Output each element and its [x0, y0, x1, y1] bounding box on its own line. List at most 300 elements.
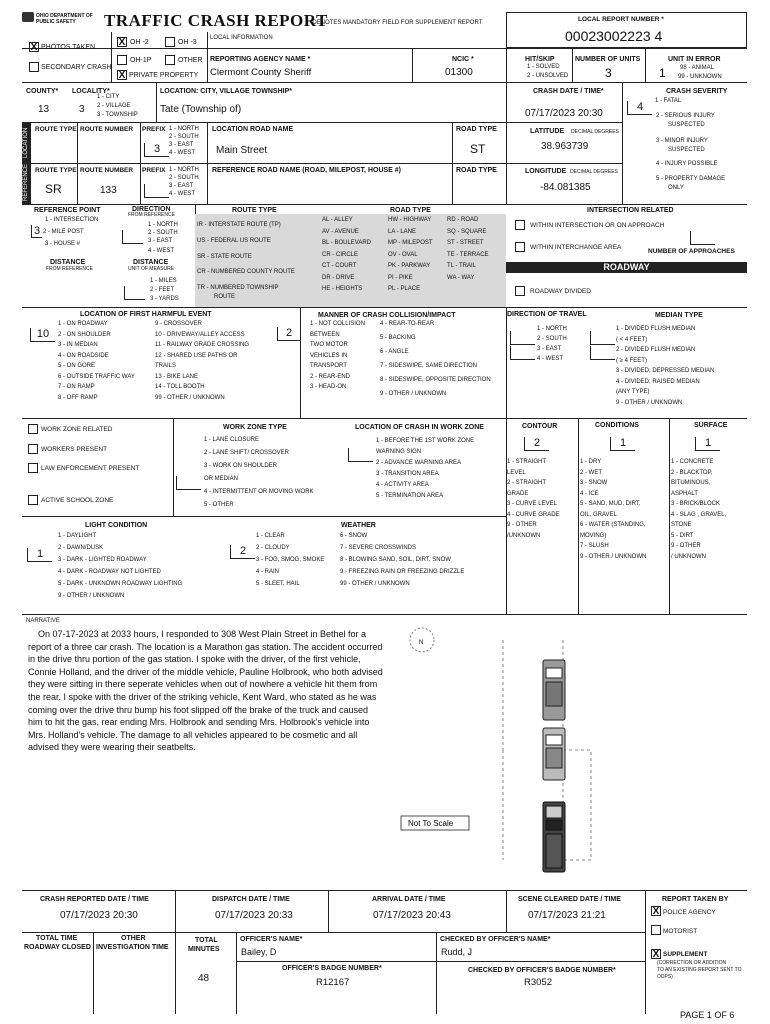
- latitude-degrees-note: DECIMAL DEGREES: [571, 129, 619, 135]
- contour-option-5: 3 - CURVE LEVEL: [507, 501, 557, 507]
- crash-diagram: [395, 620, 745, 890]
- work-zone-location-value: [348, 448, 373, 462]
- direction-travel-label: DIRECTION OF TRAVEL: [507, 311, 587, 318]
- ref-prefix-north: 1 - NORTH: [169, 167, 199, 173]
- photos-taken-label: PHOTOS TAKEN: [41, 44, 96, 51]
- condition-option-2: 2 - WET: [580, 469, 602, 476]
- reference-point-label: REFERENCE POINT: [34, 207, 101, 214]
- median-option-6: 4 - DIVIDED, RAISED MEDIAN: [616, 378, 700, 385]
- local-report-number-label: LOCAL REPORT NUMBER *: [578, 16, 664, 23]
- rule: [669, 418, 670, 614]
- first-harmful-option-b-1: 9 - CROSSOVER: [155, 321, 203, 327]
- direction-travel-option-4: 4 - WEST: [537, 356, 564, 362]
- police-agency-label: POLICE AGENCY: [663, 909, 716, 916]
- condition-option-10: 9 - OTHER / UNKNOWN: [580, 553, 647, 560]
- rule: [22, 890, 747, 891]
- ncic-value: 01300: [445, 67, 473, 78]
- work-zone-type-value: [176, 476, 201, 490]
- total-minutes-label-1: TOTAL: [195, 937, 218, 944]
- manner-option-b-1: 4 - REAR-TO-REAR: [380, 321, 435, 327]
- approaches-value: [690, 231, 715, 245]
- median-value-2: [590, 346, 615, 360]
- checked-badge-value: R3052: [524, 977, 552, 988]
- contour-label: CONTOUR: [522, 423, 558, 430]
- rule: [572, 48, 573, 82]
- first-harmful-option-b-2: 10 - DRIVEWAY/ALLEY ACCESS: [155, 331, 245, 338]
- other-time-label-1: OTHER: [121, 935, 146, 942]
- road-type-option-4-2: TL - TRAIL: [447, 263, 477, 269]
- secondary-crash-checkbox[interactable]: [29, 62, 39, 72]
- vehicle-3-icon: [543, 802, 565, 872]
- location-label: LOCATION: CITY, VILLAGE TOWNSHIP*: [160, 88, 292, 95]
- oh1p-label: OH-1P: [130, 57, 152, 64]
- distance-unit-sub: UNIT OF MEASURE: [128, 266, 175, 272]
- median-option-4: ( ≥ 4 FEET): [616, 357, 647, 364]
- road-type-option-3-0: CR - CIRCLE: [322, 251, 359, 258]
- first-harmful-option-5: 5 - ON GORE: [58, 363, 96, 369]
- work-zone-type-label: WORK ZONE TYPE: [223, 424, 287, 431]
- private-property-checkbox[interactable]: X: [118, 70, 126, 81]
- manner-option-5: TRANSPORT: [310, 363, 347, 369]
- scene-cleared-value: 07/17/2023 21:21: [528, 910, 606, 921]
- road-type-option-5-0: DR - DRIVE: [322, 274, 355, 281]
- first-harmful-value: 10: [30, 328, 55, 342]
- surface-option-9: 9 - OTHER: [671, 543, 701, 549]
- hit-skip-2: 2 - UNSOLVED: [527, 73, 569, 79]
- number-of-units-value: 3: [605, 66, 612, 80]
- weather-option-4: 4 - RAIN: [256, 569, 280, 575]
- unit-98: 98 - ANIMAL: [680, 65, 715, 71]
- light-option-1: 1 - DAYLIGHT: [58, 533, 97, 539]
- first-harmful-option-b-3: 11 - RAILWAY GRADE CROSSING: [155, 342, 250, 348]
- local-report-number: 00023002223 4: [565, 28, 663, 44]
- weather-option-b-3: 8 - BLOWING SAND, SOIL, DIRT, SNOW: [340, 557, 451, 563]
- work-zone-type-option-4: OR MEDIAN: [204, 476, 239, 482]
- direction-travel-value-2: [510, 346, 535, 360]
- reference-point-2: 2 - MILE POST: [43, 229, 84, 235]
- distance-miles: 1 - MILES: [150, 278, 177, 284]
- condition-option-3: 3 - SNOW: [580, 480, 608, 486]
- first-harmful-option-6: 6 - OUTSIDE TRAFFIC WAY: [58, 373, 135, 380]
- reference-road-label: REFERENCE ROAD NAME (ROAD, MILEPOST, HOUSE #): [212, 167, 402, 174]
- distance-sub: FROM REFERENCE: [46, 266, 93, 272]
- road-type-option-4-1: PK - PARKWAY: [388, 263, 431, 269]
- weather-label: WEATHER: [341, 522, 376, 529]
- police-agency-checkbox[interactable]: X: [652, 906, 660, 917]
- page-number: PAGE 1 OF 6: [680, 1010, 735, 1020]
- rule: [22, 932, 645, 933]
- crash-severity-label: CRASH SEVERITY: [666, 88, 728, 95]
- direction-travel-option-3: 3 - EAST: [537, 346, 562, 352]
- hit-skip-1: 1 - SOLVED: [527, 64, 560, 70]
- road-type-option-6-0: HE - HEIGHTS: [322, 286, 363, 292]
- motorist-label: MOTORIST: [663, 928, 698, 935]
- road-type-option-1-1: LA - LANE: [388, 228, 417, 235]
- condition-option-9: 7 - SLUSH: [580, 543, 609, 549]
- supplement-note-2: TO AN EXISTING REPORT SENT TO: [657, 967, 742, 973]
- condition-option-6: OIL, GRAVEL: [580, 511, 617, 518]
- rule: [506, 48, 507, 82]
- rule: [22, 614, 747, 615]
- rule: [22, 48, 747, 49]
- work-zone-type-option-1: 1 - LANE CLOSURE: [204, 437, 260, 443]
- prefix-east: 3 - EAST: [169, 142, 194, 148]
- work-zone-location-option-2: WARNING SIGN: [376, 449, 422, 455]
- ref-prefix-east: 3 - EAST: [169, 183, 194, 189]
- road-type-option-0-1: HW - HIGHWAY: [388, 217, 432, 223]
- mandatory-note: *DENOTES MANDATORY FIELD FOR SUPPLEMENT REPORT: [310, 20, 483, 26]
- median-option-8: 9 - OTHER / UNKNOWN: [616, 399, 683, 406]
- first-harmful-option-7: 7 - ON RAMP: [58, 384, 95, 390]
- oh2-checkbox[interactable]: X: [118, 37, 126, 48]
- crash-reported-label: CRASH REPORTED DATE / TIME: [40, 896, 149, 903]
- contour-option-2: LEVEL: [507, 469, 526, 476]
- light-condition-label: LIGHT CONDITION: [85, 522, 148, 529]
- county-value: 13: [38, 104, 50, 115]
- reference-point-value: 3: [31, 225, 42, 238]
- weather-option-b-4: 9 - FREEZING RAIN OR FREEZING DRIZZLE: [340, 569, 465, 575]
- rule: [412, 48, 413, 82]
- weather-option-5: 5 - SLEET, HAIL: [256, 581, 300, 587]
- rule: [156, 82, 157, 122]
- median-option-7: (ANY TYPE): [616, 389, 650, 395]
- rule: [300, 307, 301, 418]
- locality-city: 1 - CITY: [97, 94, 120, 100]
- rule: [207, 32, 208, 82]
- narrative-label: NARRATIVE: [26, 618, 60, 624]
- crash-reported-value: 07/17/2023 20:30: [60, 910, 138, 921]
- weather-option-b-1: 6 - SNOW: [340, 533, 368, 539]
- severity-3: 3 - MINOR INJURY: [656, 138, 708, 144]
- work-zone-type-option-3: 3 - WORK ON SHOULDER: [204, 463, 278, 469]
- rule: [506, 82, 507, 204]
- condition-option-5: 5 - SAND, MUD, DIRT,: [580, 501, 641, 507]
- longitude-degrees-note: DECIMAL DEGREES: [570, 169, 618, 175]
- approaches-label: NUMBER OF APPROACHES: [648, 248, 735, 255]
- work-zone-type-option-5: 4 - INTERMITTENT OR MOVING WORK: [204, 489, 314, 495]
- ref-prefix-label: PREFIX: [142, 167, 166, 174]
- direction-from-reference: FROM REFERENCE: [128, 212, 175, 218]
- ref-route-type-value: SR: [45, 182, 62, 196]
- work-zone-location-option-6: 5 - TERMINATION AREA: [376, 493, 444, 499]
- surface-option-2: 2 - BLACKTOP,: [671, 469, 713, 476]
- first-harmful-option-b-6: 13 - BIKE LANE: [155, 373, 199, 380]
- total-time-label-2: ROADWAY CLOSED: [24, 944, 91, 951]
- agency-logo-text: OHIO DEPARTMENT OF PUBLIC SAFETY: [36, 13, 93, 25]
- road-type-label: ROAD TYPE: [456, 126, 497, 133]
- vehicle-2-icon: [543, 728, 565, 780]
- light-condition-value: 1: [27, 548, 52, 562]
- severity-2b: SUSPECTED: [668, 122, 705, 128]
- direction-4: 4 - WEST: [148, 248, 175, 254]
- ref-prefix-south: 2 - SOUTH: [169, 175, 199, 181]
- weather-option-b-2: 7 - SEVERE CROSSWINDS: [340, 545, 417, 551]
- manner-option-b-5: 8 - SIDESWIPE, OPPOSITE DIRECTION: [380, 377, 491, 383]
- rule: [236, 961, 645, 962]
- narrative-text: On 07-17-2023 at 2033 hours, I responded to 308 West Plain Street in Bethel for a report of a three car crash. The location is a Marathon gas station. The accident occurred in the drive thru portion of the gas station. I spoke with the driver, of the first vehicle, Connie Holland, and the driver of the middle vehicle, Pauline Holbrook, who both advised they were sitting in there seperate vehicles when out of nowhere a vehicle hit them from the rear. I spoke with the driver of the striking vehicle, Kent Ward, who stated as he was coming over the drive thru bump his foot slipped off the brake of the truck and caused him to hit the gas, rear ending Mrs. Holbrook and sending Mrs. Holbrook's vehicle into Mrs. Holland's vehicle. The damage to all vehicles appeared to be cosmetic and all advised they were wearing their seatbelts.: [28, 629, 383, 753]
- prefix-south: 2 - SOUTH: [169, 134, 199, 140]
- other-label: OTHER: [178, 57, 203, 64]
- reporting-agency-value: Clermont County Sheriff: [210, 67, 312, 78]
- route-type-sr: SR - STATE ROUTE: [197, 254, 252, 260]
- dispatch-label: DISPATCH DATE / TIME: [212, 896, 290, 903]
- number-of-units-label: NUMBER OF UNITS: [575, 56, 641, 63]
- median-label: MEDIAN TYPE: [655, 312, 703, 319]
- work-zone-location-option-5: 4 - ACTIVITY AREA: [376, 482, 429, 488]
- weather-option-b-5: 99 - OTHER / UNKNOWN: [340, 581, 410, 587]
- rule: [22, 204, 747, 205]
- severity-5b: ONLY: [668, 185, 684, 191]
- report-taken-label: REPORT TAKEN BY: [662, 896, 729, 903]
- north-letter: N: [419, 640, 424, 646]
- conditions-label: CONDITIONS: [595, 422, 639, 429]
- unit-in-error-value: 1: [659, 66, 666, 80]
- weather-option-2: 2 - CLOUDY: [256, 545, 290, 551]
- distance-label: DISTANCE: [50, 259, 86, 266]
- photos-taken-checkbox[interactable]: X: [30, 42, 38, 53]
- direction-travel-value-1: [510, 331, 535, 345]
- direction-travel-option-1: 1 - NORTH: [537, 326, 567, 332]
- route-type-cr: CR - NUMBERED COUNTY ROUTE: [197, 269, 295, 275]
- rule: [175, 932, 176, 1014]
- manner-option-7: 3 - HEAD-ON: [310, 384, 347, 390]
- locality-village: 2 - VILLAGE: [97, 103, 131, 109]
- route-type-label: ROUTE TYPE: [35, 126, 77, 133]
- road-type-option-2-1: MP - MILEPOST: [388, 240, 433, 246]
- rule: [175, 890, 176, 932]
- ref-route-number-label: ROUTE NUMBER: [80, 167, 134, 174]
- first-harmful-label: LOCATION OF FIRST HARMFUL EVENT: [80, 311, 212, 318]
- surface-option-1: 1 - CONCRETE: [671, 459, 714, 465]
- ref-prefix-value: [144, 184, 169, 198]
- within-intersection-label: WITHIN INTERSECTION OR ON APPROACH: [530, 222, 665, 229]
- total-time-label-1: TOTAL TIME: [36, 935, 78, 942]
- first-harmful-option-2: 2 - ON SHOULDER: [58, 331, 111, 338]
- oh1p-checkbox[interactable]: [117, 55, 127, 65]
- active-school-zone-label: ACTIVE SCHOOL ZONE: [41, 497, 114, 504]
- hit-skip-label: HIT/SKIP: [525, 56, 555, 63]
- manner-label: MANNER OF CRASH COLLISION/IMPACT: [318, 312, 456, 319]
- route-type-tr2: ROUTE: [214, 294, 235, 300]
- roadway-divided-label: ROADWAY DIVIDED: [530, 288, 591, 295]
- law-enforcement-present-label: LAW ENFORCEMENT PRESENT: [41, 465, 140, 472]
- direction-value: [122, 230, 143, 244]
- light-option-3: 3 - DARK - LIGHTED ROADWAY: [58, 557, 147, 563]
- locality-label: LOCALITY*: [72, 88, 110, 95]
- light-option-5: 5 - DARK - UNKNOWN ROADWAY LIGHTING: [58, 581, 183, 587]
- rule: [328, 890, 329, 932]
- crash-severity-value: 4: [627, 101, 652, 115]
- route-type-us: US - FEDERAL US ROUTE: [197, 238, 271, 244]
- supplement-note-3: ODPS): [657, 974, 673, 980]
- surface-option-8: 5 - DIRT: [671, 532, 694, 539]
- route-type-header: ROUTE TYPE: [232, 207, 277, 214]
- roadway-banner: ROADWAY: [506, 262, 747, 273]
- motorist-checkbox[interactable]: [651, 925, 661, 935]
- rule: [236, 932, 237, 1014]
- manner-option-b-4: 7 - SIDESWIPE, SAME DIRECTION: [380, 363, 478, 369]
- road-type-option-4-0: CT - COURT: [322, 263, 357, 269]
- road-type-option-5-1: PI - PIKE: [388, 274, 413, 281]
- badge-label: OFFICER'S BADGE NUMBER*: [282, 965, 382, 972]
- first-harmful-option-b-4: 12 - SHARED USE PATHS OR: [155, 352, 238, 359]
- direction-3: 3 - EAST: [148, 238, 173, 244]
- median-option-2: ( < 4 FEET): [616, 336, 648, 343]
- county-label: COUNTY*: [26, 88, 59, 95]
- within-interchange-checkbox[interactable]: [515, 242, 525, 252]
- direction-label: DIRECTION: [132, 206, 171, 213]
- latitude-value: 38.963739: [541, 141, 589, 152]
- intersection-related-label: INTERSECTION RELATED: [587, 207, 674, 214]
- location-value: Tate (Township of): [160, 104, 242, 115]
- road-type-option-3-2: TE - TERRACE: [447, 251, 489, 258]
- other-checkbox[interactable]: [165, 55, 175, 65]
- first-harmful-option-b-7: 14 - TOLL BOOTH: [155, 384, 205, 390]
- arrival-label: ARRIVAL DATE / TIME: [372, 896, 446, 903]
- not-to-scale-label: Not To Scale: [408, 819, 454, 828]
- surface-option-7: STONE: [671, 522, 692, 528]
- road-type-option-6-1: PL - PLACE: [388, 286, 421, 292]
- rule: [506, 122, 622, 123]
- manner-option-b-6: 9 - OTHER / UNKNOWN: [380, 391, 447, 397]
- contour-option-1: 1 - STRAIGHT: [507, 459, 547, 465]
- conditions-value: 1: [610, 437, 635, 451]
- total-minutes-value: 48: [198, 973, 210, 984]
- first-harmful-option-1: 1 - ON ROADWAY: [58, 321, 108, 327]
- distance-unit-label: DISTANCE: [133, 259, 169, 266]
- rule: [645, 890, 646, 1014]
- checked-by-value: Rudd, J: [441, 947, 473, 957]
- condition-option-7: 6 - WATER (STANDING,: [580, 522, 646, 528]
- road-type-option-3-1: OV - OVAL: [388, 251, 418, 258]
- surface-value: 1: [695, 437, 720, 451]
- manner-option-4: VEHICLES IN: [310, 352, 348, 359]
- severity-4: 4 - INJURY POSSIBLE: [656, 161, 718, 167]
- contour-option-4: GRADE: [507, 490, 529, 497]
- condition-option-8: MOVING): [580, 532, 607, 539]
- manner-option-6: 2 - REAR-END: [310, 373, 351, 380]
- supplement-label: SUPPLEMENT: [663, 951, 708, 958]
- oh2-label: OH -2: [130, 39, 149, 46]
- first-harmful-option-b-5: TRAILS: [155, 363, 177, 369]
- location-side-label: LOCATION: [23, 127, 29, 158]
- oh3-checkbox[interactable]: [165, 37, 175, 47]
- longitude-label: LONGITUDE: [525, 168, 567, 175]
- prefix-north: 1 - NORTH: [169, 126, 199, 132]
- contour-option-6: 4 - CURVE GRADE: [507, 511, 560, 518]
- reference-side-label: REFERENCE: [23, 163, 29, 201]
- workers-present-label: WORKERS PRESENT: [41, 446, 108, 453]
- median-option-3: 2 - DIVIDED FLUSH MEDIAN: [616, 347, 696, 353]
- rule: [506, 890, 507, 932]
- rule: [93, 932, 94, 1014]
- rule: [506, 307, 507, 418]
- checked-by-label: CHECKED BY OFFICER'S NAME*: [440, 936, 551, 943]
- work-zone-type-option-6: 5 - OTHER: [204, 502, 234, 508]
- route-type-ir: IR - INTERSTATE ROUTE (TP): [197, 222, 281, 228]
- condition-option-1: 1 - DRY: [580, 459, 602, 465]
- oh3-label: OH -3: [178, 39, 197, 46]
- work-zone-related-checkbox[interactable]: [28, 424, 38, 434]
- contour-option-7: 9 - OTHER: [507, 522, 537, 528]
- light-option-2: 2 - DAWN/DUSK: [58, 545, 104, 551]
- prefix-west: 4 - WEST: [169, 150, 196, 156]
- weather-option-3: 3 - FOG, SMOG, SMOKE: [256, 557, 325, 563]
- weather-value: 2: [230, 545, 255, 559]
- unit-99: 99 - UNKNOWN: [678, 74, 722, 80]
- reporting-agency-label: REPORTING AGENCY NAME *: [210, 56, 311, 63]
- manner-option-b-3: 6 - ANGLE: [380, 349, 409, 355]
- checked-badge-label: CHECKED BY OFFICER'S BADGE NUMBER*: [468, 967, 616, 974]
- median-value-1: [590, 331, 615, 345]
- rule: [22, 418, 747, 419]
- road-type-header: ROAD TYPE: [390, 207, 431, 214]
- report-title: TRAFFIC CRASH REPORT: [104, 11, 328, 30]
- severity-5: 5 - PROPERTY DAMAGE: [656, 176, 726, 182]
- surface-option-6: 4 - SLAG , GRAVEL,: [671, 511, 727, 518]
- rule: [22, 307, 747, 308]
- roadway-divided-checkbox[interactable]: [515, 286, 525, 296]
- location-road-label: LOCATION ROAD NAME: [212, 126, 294, 133]
- active-school-zone-checkbox[interactable]: [28, 495, 38, 505]
- rule: [111, 32, 112, 82]
- work-zone-location-option-3: 2 - ADVANCE WARNING AREA: [376, 460, 462, 466]
- first-harmful-option-4: 4 - ON ROADSIDE: [58, 352, 109, 359]
- road-type-value: ST: [470, 142, 486, 156]
- supplement-checkbox[interactable]: X: [652, 949, 660, 960]
- route-number-label: ROUTE NUMBER: [80, 126, 134, 133]
- first-harmful-option-b-8: 99 - OTHER / UNKNOWN: [155, 394, 225, 401]
- manner-option-1: 1 - NOT COLLISION: [310, 321, 365, 327]
- rule: [22, 516, 506, 517]
- contour-option-8: /UNKNOWN: [507, 532, 541, 539]
- work-zone-location-label: LOCATION OF CRASH IN WORK ZONE: [355, 424, 484, 431]
- contour-value: 2: [524, 437, 549, 451]
- unit-in-error-label: UNIT IN ERROR: [668, 56, 721, 63]
- contour-option-3: 2 - STRAIGHT: [507, 480, 547, 486]
- vehicle-1-icon: [543, 660, 565, 720]
- road-type-option-0-0: AL - ALLEY: [322, 217, 353, 223]
- ref-route-type-label: ROUTE TYPE: [35, 167, 77, 174]
- ref-road-type-label: ROAD TYPE: [456, 167, 497, 174]
- locality-value: 3: [79, 104, 85, 115]
- distance-yards: 3 - YARDS: [150, 296, 179, 302]
- law-enforcement-present-checkbox[interactable]: [28, 463, 38, 473]
- direction-travel-option-2: 2 - SOUTH: [537, 336, 567, 342]
- odps-logo: [22, 12, 34, 22]
- work-zone-location-option-1: 1 - BEFORE THE 1ST WORK ZONE: [376, 438, 475, 444]
- reference-point-1: 1 - INTERSECTION: [45, 217, 99, 223]
- rule: [578, 418, 579, 614]
- crash-datetime-value: 07/17/2023 20:30: [525, 108, 603, 119]
- manner-option-b-2: 5 - BACKING: [380, 335, 416, 341]
- work-zone-related-label: WORK ZONE RELATED: [41, 426, 113, 433]
- building: [563, 750, 591, 860]
- severity-3b: SUSPECTED: [668, 147, 705, 153]
- workers-present-checkbox[interactable]: [28, 444, 38, 454]
- route-type-tr: TR - NUMBERED TOWNSHIP: [197, 285, 279, 291]
- reference-point-3: 3 - HOUSE #: [45, 241, 81, 247]
- crash-datetime-label: CRASH DATE / TIME*: [533, 88, 604, 95]
- median-option-5: 3 - DIVIDED, DEPRESSED MEDIAN: [616, 368, 715, 374]
- within-intersection-checkbox[interactable]: [515, 220, 525, 230]
- badge-value: R12167: [316, 977, 350, 988]
- direction-2: 2 - SOUTH: [148, 230, 178, 236]
- ref-prefix-west: 4 - WEST: [169, 191, 196, 197]
- supplement-note-1: (CORRECTION OR ADDITION: [657, 960, 727, 966]
- distance-feet: 2 - FEET: [150, 287, 175, 293]
- surface-option-5: 3 - BRICK/BLOCK: [671, 501, 721, 507]
